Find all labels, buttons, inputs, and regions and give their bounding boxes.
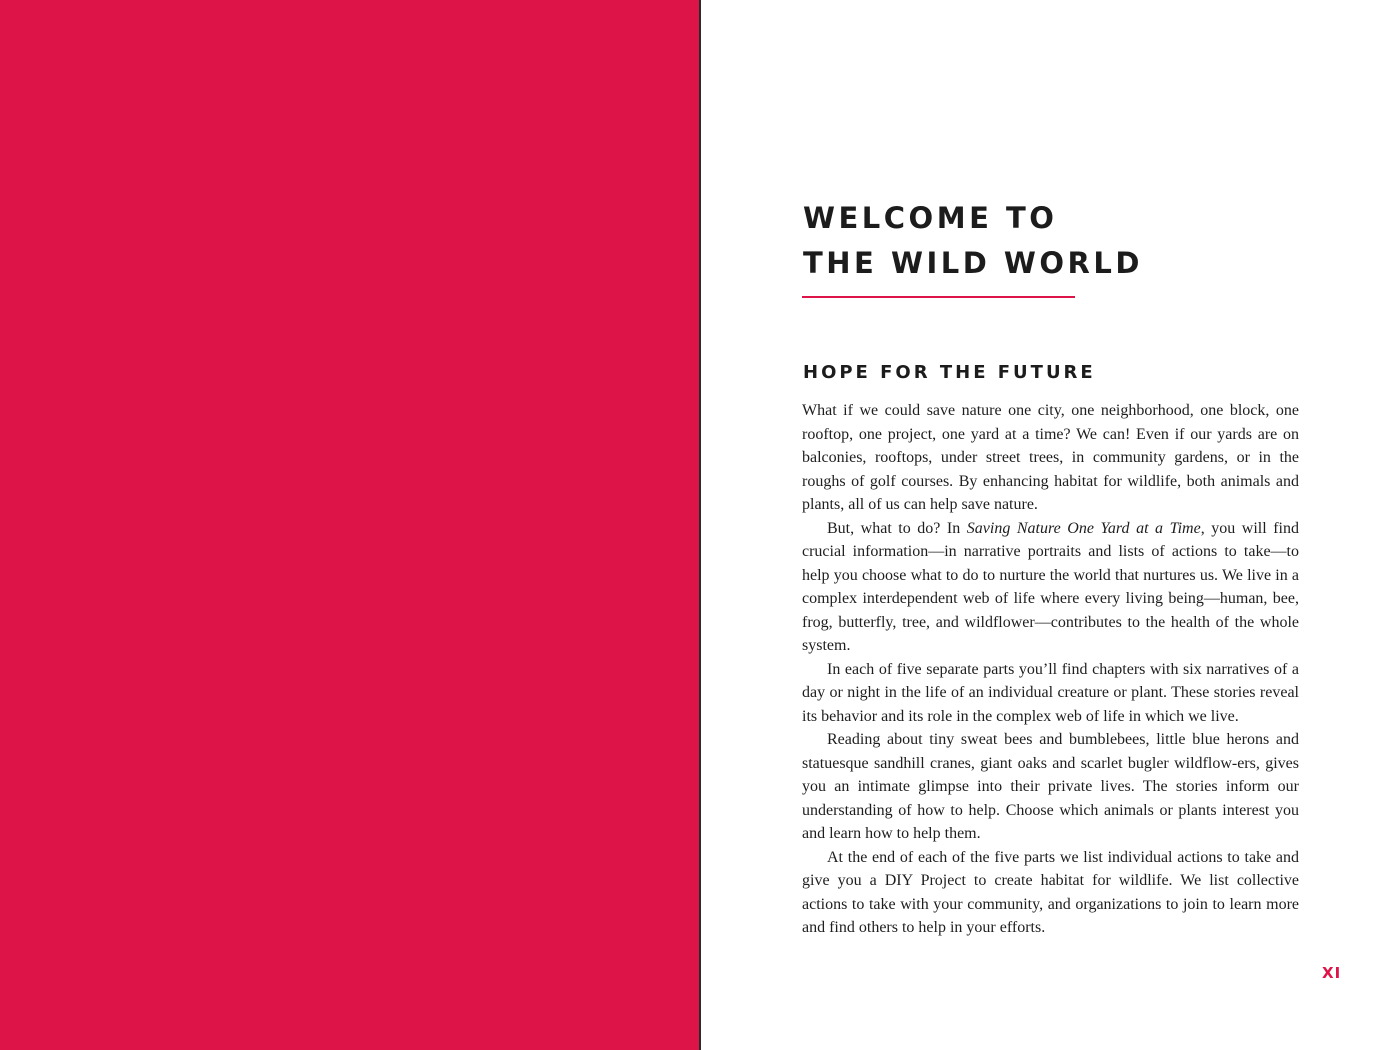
paragraph-5: At the end of each of the five parts we list individual actions to take and give you a DIY Project to create habitat for wildlife. We list collective actions to take with your community, and organizations to join to learn more and find others to help in your efforts. <box>802 848 1299 936</box>
left-page-color-block <box>0 0 699 1050</box>
page-number: XI <box>1322 964 1342 982</box>
paragraph-2 <box>802 517 1299 658</box>
body-text <box>802 399 1299 940</box>
paragraph-2-before: But, what to do? In <box>827 519 967 537</box>
chapter-title <box>803 196 1143 286</box>
paragraph-1: What if we could save nature one city, one neighborhood, one block, one rooftop, one project, one yard at a time? We can! Even if our yards are on balconies, rooftops, under street trees, in community gardens, or in the roughs of golf courses. By enhancing habitat for wildlife, both animals and plants, all of us can help save nature. <box>802 402 1299 513</box>
title-underline-rule <box>802 296 1075 298</box>
book-title: Saving Nature One Yard at a Time <box>966 519 1201 537</box>
section-heading: HOPE FOR THE FUTURE <box>803 362 1096 383</box>
paragraph-4: Reading about tiny sweat bees and bumblebees, little blue herons and statuesque sandhill cranes, giant oaks and scarlet bugler wildflow-ers, gives you an intimate glimpse into their private lives. The stories inform our understanding of how to help. Choose which animals or plants interest you and learn how to help them. <box>802 731 1299 842</box>
paragraph-3: In each of five separate parts you’ll find chapters with six narratives of a day or night in the life of an individual creature or plant. These stories reveal its behavior and its role in the complex web of life in which we live. <box>802 660 1299 725</box>
chapter-title-line-2: THE WILD WORLD <box>803 246 1143 280</box>
right-page <box>701 0 1400 1050</box>
paragraph-2-after: , you will find crucial information—in narrative portraits and lists of actions to take—to help you choose what to do to nurture the world that nurtures us. We live in a complex interdependent web of life where every living being—human, bee, frog, butterfly, tree, and wildflower—contributes to the health of the whole system. <box>802 519 1299 654</box>
chapter-title-line-1: WELCOME TO <box>803 201 1058 235</box>
